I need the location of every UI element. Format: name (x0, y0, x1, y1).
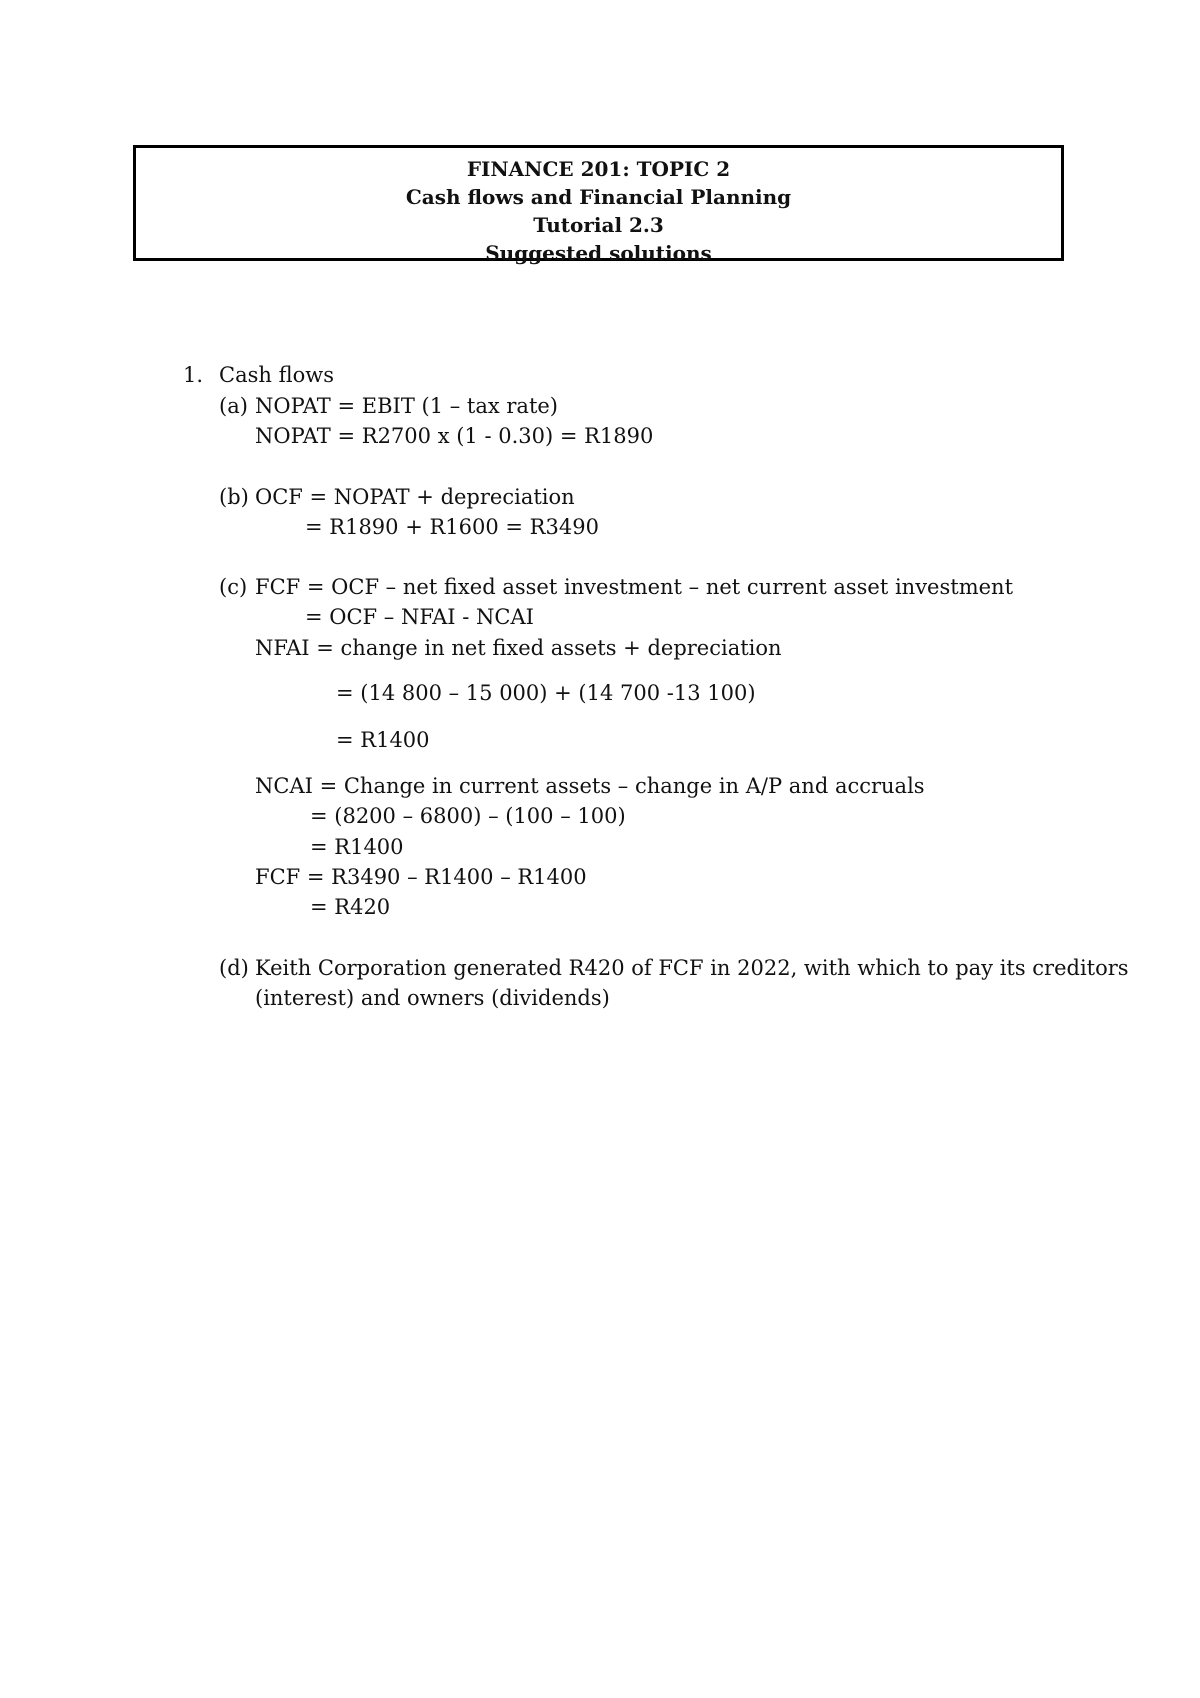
part-c-line: = R420 (310, 895, 391, 919)
part-c-line: = OCF – NFAI - NCAI (305, 605, 534, 629)
part-d-line: (interest) and owners (dividends) (255, 986, 610, 1010)
part-c-line: FCF = OCF – net fixed asset investment – net current asset investment (255, 575, 1014, 599)
part-b-line: OCF = NOPAT + depreciation (255, 485, 575, 509)
part-d-line: Keith Corporation generated R420 of FCF in 2022, with which to pay its creditors (255, 956, 1129, 980)
question-heading: Cash flows (219, 363, 334, 387)
part-c-line: = R1400 (336, 728, 430, 752)
part-a-line: NOPAT = EBIT (1 – tax rate) (255, 394, 559, 418)
part-d-label: (d) (219, 956, 249, 980)
part-b-line: = R1890 + R1600 = R3490 (305, 515, 599, 539)
part-c-label: (c) (219, 575, 248, 599)
question-number: 1. (183, 363, 204, 387)
title-box (133, 145, 1064, 265)
tutorial-title: Tutorial 2.3 (533, 213, 664, 237)
part-c-line: NFAI = change in net fixed assets + depreciation (255, 636, 782, 660)
part-c-line: FCF = R3490 – R1400 – R1400 (255, 865, 587, 889)
topic-title: Cash flows and Financial Planning (405, 185, 792, 209)
part-b-label: (b) (219, 485, 249, 509)
part-c-line: = (8200 – 6800) – (100 – 100) (310, 804, 626, 828)
part-c-line: = (14 800 – 15 000) + (14 700 -13 100) (336, 681, 756, 705)
part-a-line: NOPAT = R2700 x (1 - 0.30) = R1890 (255, 424, 654, 448)
course-title: FINANCE 201: TOPIC 2 (466, 157, 731, 181)
part-c-line: NCAI = Change in current assets – change in A/P and accruals (255, 774, 925, 798)
part-a-label: (a) (219, 394, 248, 418)
part-c-line: = R1400 (310, 835, 404, 859)
solutions-title: Suggested solutions (485, 241, 712, 265)
